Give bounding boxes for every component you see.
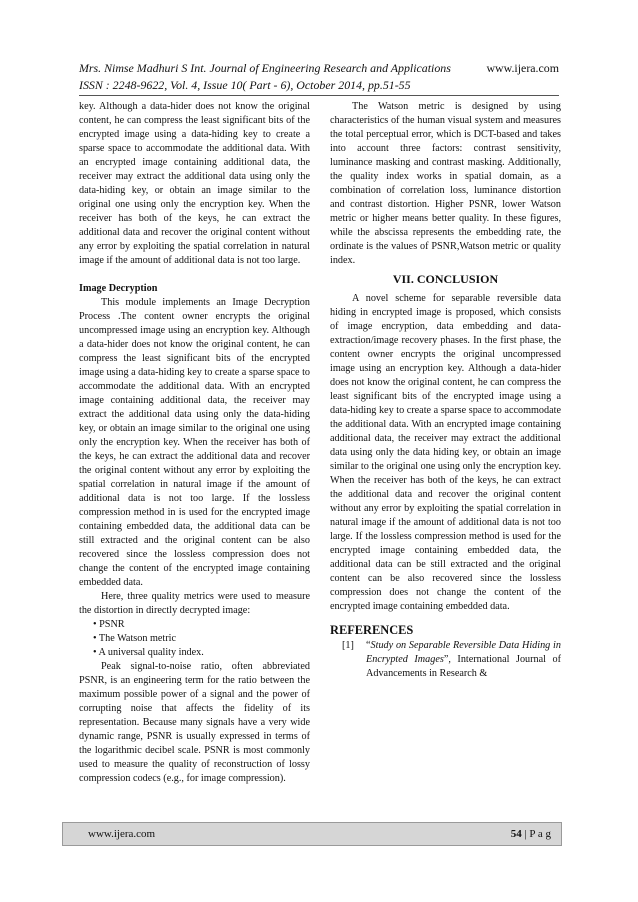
page-footer [62,822,562,846]
page-separator: | [521,828,530,840]
reference-source: ”, International Journal of Advancements in Research & [366,654,562,679]
page-word: P a g [529,828,551,840]
reference-title: Study on Separable Reversible Data Hiding in Encrypted Images [366,640,561,665]
paragraph-image-decryption: This module implements an Image Decryption Process .The content owner encrypts the original uncompressed image using an encryption key. Although a data-hider does not know the original content, he can compress the least significant bits of the encrypted image using a data-hiding key to create a sparse space to accommodate the additional data. With an encrypted image containing additional data, the receiver may extract the additional data using only the data-hiding key, or obtain an image similar to the original one using only the encryption key. When the receiver has both of the keys, he can extract the additional data and recover the original content without any error by exploiting the spatial correlation in natural image if the amount of additional data is not too large. If the lossless compression method in is used for the encrypted image containing embedded data, the additional data can be still extracted and the original content can be also recovered since the lossless compression does not change the content of the encrypted image containing embedded data. [79,297,310,588]
references-heading: REFERENCES [330,623,414,637]
header-issn: ISSN : 2248-9622, Vol. 4, Issue 10( Part - 6), October 2014, pp.51-55 [79,78,411,92]
page-number-value: 54 [510,828,522,840]
footer-url[interactable]: www.ijera.com [88,828,156,840]
header-citation: Mrs. Nimse Madhuri S Int. Journal of Engineering Research and Applications [79,61,451,75]
running-header [79,60,559,94]
paragraph-conclusion: A novel scheme for separable reversible data hiding in encrypted image is proposed, which consists of image encryption, data embedding and data-extraction/image recovery phases. In the first phase, the content owner encrypts the original uncompressed image using an encryption key. Although a data-hider does not know the original content, he can compress the least significant bits of the encrypted image using a data-hiding key to create a sparse space to accommodate the additional data. With an encrypted image containing additional data, the receiver may extract the additional data using only the data hiding key, or obtain an image similar to the original one using only the encryption key. When the receiver has both of the keys, he can extract the additional data and recover the original content without any error by exploiting the spatial correlation in natural image if the amount of additional data is not too large. If the lossless compression method is used for the encrypted image containing embedded data, the additional data can be still extracted and the original content can be also recovered since the lossless compression does not change the content of the encrypted image containing embedded data. [330,293,561,612]
paragraph-psnr: Peak signal-to-noise ratio, often abbreviated PSNR, is an engineering term for the ratio between the maximum possible power of a signal and the power of corrupting noise that affects the fidelity of its representation. Because many signals have a very wide dynamic range, PSNR is usually expressed in terms of the logarithmic decibel scale. PSNR is most commonly used to measure the quality of reconstruction of lossy compression codecs (e.g., for image compression). [79,661,310,784]
reference-item [330,639,561,681]
reference-number: [1] [342,640,354,651]
section-heading-conclusion: VII. CONCLUSION [392,272,499,286]
header-url[interactable]: www.ijera.com [486,61,559,75]
page-number [511,828,551,840]
bullet-watson: • The Watson metric [93,633,177,644]
paragraph-quality-metrics: Here, three quality metrics were used to measure the distortion in directly decrypted image: [79,591,310,616]
paragraph-continued: key. Although a data-hider does not know the original content, he can compress the least significant bits of the encrypted image using a data-hiding key to create a sparse space to accommodate the additional data. With an encrypted image containing additional data, the receiver may extract the additional data using only the data-hiding key, or obtain an image similar to the original one using only the encryption key. When the receiver has both of the keys, he can extract the additional data and recover the original content without any error by exploiting the spatial correlation in natural image if the amount of additional data is not too large. [79,101,310,266]
header-rule [79,95,559,96]
header-line-2 [79,77,559,94]
subsection-heading-image-decryption: Image Decryption [79,283,158,294]
left-column [79,100,310,786]
right-column [330,100,561,681]
paragraph-watson: The Watson metric is designed by using characteristics of the human visual system and measures the total perceptual error, which is DCT-based and takes into account three factors: contrast sensitivity, luminance masking and contrast masking. Additionally, the quality index works in spatial domain, as a combination of correlation loss, luminance distortion and contrast distortion. Higher PSNR, lower Watson metric or higher means better quality. In these figures, while the abscissa represents the embedding rate, the ordinate is the values of PSNR,Watson metric or quality index. [330,101,561,266]
bullet-quality-index: • A universal quality index. [93,647,204,658]
bullet-psnr: • PSNR [93,619,125,630]
header-line-1 [79,60,559,77]
reference-open-quote: “ [366,640,371,651]
